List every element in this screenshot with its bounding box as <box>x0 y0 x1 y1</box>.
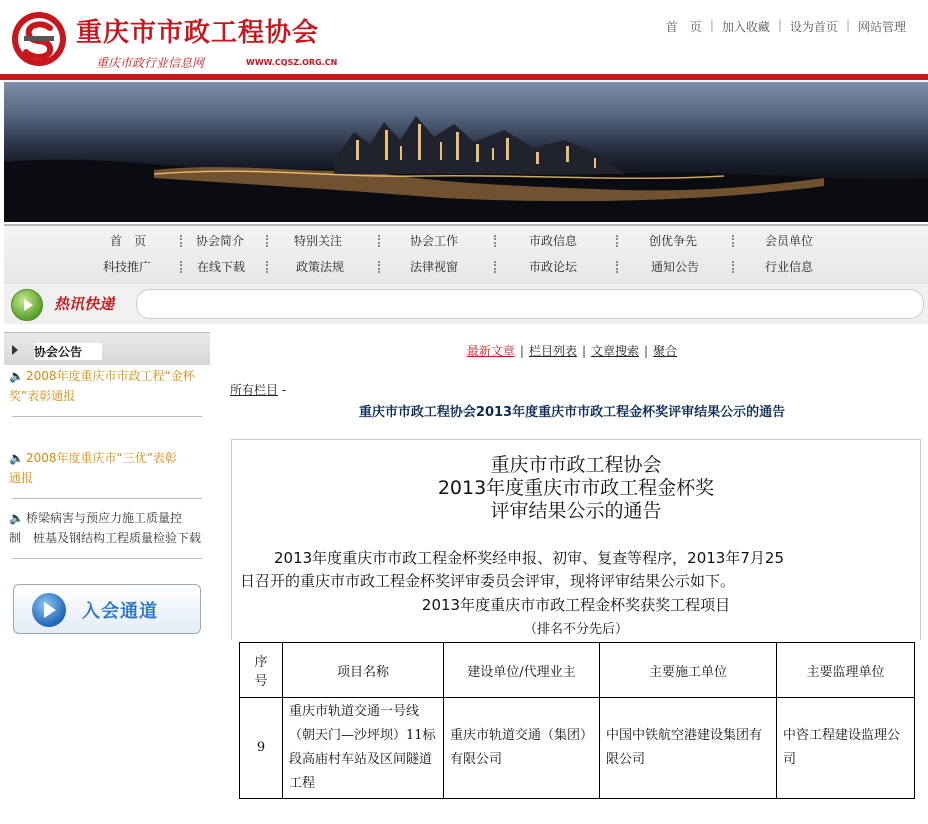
notice-line <box>9 508 205 528</box>
notice-text: 2008年度重庆市市政工程“金杯 <box>25 369 195 383</box>
nav-about[interactable]: 协会简介 <box>195 234 245 248</box>
city-night-banner <box>4 82 928 222</box>
nav-notices[interactable]: 通知公告 <box>650 260 700 274</box>
column-list-link[interactable]: 栏目列表 <box>528 344 577 358</box>
table-header-row <box>240 643 915 698</box>
divider <box>12 498 202 499</box>
article-search-link[interactable]: 文章搜索 <box>591 344 640 358</box>
doc-paragraph-line-1: 2013年度重庆市市政工程金杯奖经申报、初审、复查等程序，2013年7月25 <box>274 549 784 567</box>
notice-text: 奖”表彰通报 <box>9 389 76 403</box>
header-text: 号 <box>254 674 268 689</box>
aggregate-link[interactable]: 聚合 <box>653 344 678 358</box>
breadcrumb-separator: - <box>281 383 287 397</box>
sidebar-title: 协会公告 <box>34 343 102 360</box>
nav-row-1 <box>4 232 928 258</box>
sidebar <box>4 332 210 638</box>
doc-table-note: （排名不分先后） <box>523 622 628 637</box>
site-subtitle: 重庆市政行业信息网 <box>96 56 205 70</box>
breadcrumb-all-columns[interactable]: 所有栏目 <box>230 383 279 397</box>
hot-news-bar <box>4 284 928 324</box>
link-separator: | <box>581 344 587 358</box>
nav-industry-info[interactable]: 行业信息 <box>764 260 814 274</box>
nav-legal[interactable]: 法律视窗 <box>409 260 459 274</box>
nav-municipal-info[interactable]: 市政信息 <box>528 234 578 248</box>
award-table-grid <box>239 642 915 799</box>
nav-separator <box>180 235 184 247</box>
set-homepage-link[interactable]: 设为首页 <box>789 20 838 34</box>
doc-table-title: 2013年度重庆市市政工程金杯奖获奖工程项目 <box>421 596 731 614</box>
header-text: 序 <box>254 655 268 670</box>
nav-separator <box>616 235 620 247</box>
nav-members[interactable]: 会员单位 <box>764 234 814 248</box>
notice-line <box>9 448 205 468</box>
nav-tech-promotion[interactable]: 科技推广 <box>102 260 152 274</box>
main-navigation <box>4 224 928 285</box>
link-separator: | <box>709 18 714 32</box>
association-logo[interactable] <box>10 10 68 68</box>
nav-separator <box>266 261 270 273</box>
header-divider <box>0 74 928 80</box>
doc-heading-line-3: 评审结果公示的通告 <box>490 500 662 522</box>
join-button-label: 入会通道 <box>82 601 158 622</box>
sidebar-notice-1[interactable] <box>9 366 205 406</box>
bookmark-link[interactable]: 加入收藏 <box>721 20 770 34</box>
award-table <box>239 642 915 799</box>
speaker-icon: 🔈 <box>9 511 24 525</box>
article-body <box>231 439 921 640</box>
article-title: 重庆市市政工程协会2013年度重庆市市政工程金杯奖评审结果公示的通告 <box>358 405 786 420</box>
cell-supervisor: 中咨工程建设监理公司 <box>777 698 915 799</box>
notice-text: 制 桩基及钢结构工程质量检验下载 <box>9 531 202 545</box>
table-row <box>240 698 915 799</box>
sidebar-notice-3[interactable] <box>9 508 205 548</box>
divider <box>12 416 202 417</box>
nav-home[interactable]: 首 页 <box>109 234 147 248</box>
cell-builder: 重庆市轨道交通（集团）有限公司 <box>444 698 600 799</box>
nav-separator <box>494 235 498 247</box>
col-builder-header: 建设单位/代理业主 <box>444 643 600 698</box>
nav-excellence[interactable]: 创优争先 <box>648 234 698 248</box>
divider <box>12 558 202 559</box>
cell-contractor: 中国中铁航空港建设集团有限公司 <box>600 698 777 799</box>
top-links <box>658 18 914 35</box>
arrow-right-circle-icon <box>32 593 66 627</box>
site-header <box>0 0 928 80</box>
site-title: 重庆市市政工程协会 <box>76 18 320 48</box>
col-supervisor-header: 主要监理单位 <box>777 643 915 698</box>
sidebar-notice-2[interactable] <box>9 448 205 488</box>
cell-project-name: 重庆市轨道交通一号线（朝天门—沙坪坝）11标段高庙村车站及区间隧道工程 <box>283 698 444 799</box>
sidebar-header <box>4 332 210 365</box>
site-url: WWW.CQSZ.ORG.CN <box>246 58 338 67</box>
link-separator: | <box>519 344 524 358</box>
latest-articles-link[interactable]: 最新文章 <box>466 344 515 358</box>
notice-text: 桥梁病害与预应力施工质量控 <box>25 511 182 525</box>
nav-special-focus[interactable]: 特别关注 <box>293 234 343 248</box>
site-admin-link[interactable]: 网站管理 <box>857 20 906 34</box>
banner-image <box>4 82 928 222</box>
nav-separator <box>732 235 736 247</box>
doc-heading-line-2: 2013年度重庆市市政工程金杯奖 <box>437 477 715 499</box>
doc-heading-line-1: 重庆市市政工程协会 <box>490 454 662 476</box>
nav-separator <box>266 235 270 247</box>
speaker-icon: 🔈 <box>9 369 24 383</box>
nav-separator <box>378 261 382 273</box>
nav-policies[interactable]: 政策法规 <box>295 260 345 274</box>
nav-separator <box>616 261 620 273</box>
cell-seq: 9 <box>240 698 283 799</box>
article-tools <box>216 342 928 359</box>
news-ticker[interactable] <box>136 289 924 319</box>
nav-separator <box>378 235 382 247</box>
notice-line <box>9 366 205 386</box>
link-separator: | <box>777 18 782 32</box>
hot-news-label: 热讯快递 <box>54 295 115 313</box>
chevron-right-icon <box>12 345 18 355</box>
play-circle-icon <box>11 289 43 321</box>
nav-separator <box>180 261 184 273</box>
nav-forum[interactable]: 市政论坛 <box>528 260 578 274</box>
notice-text: 通报 <box>9 471 34 485</box>
link-separator: | <box>644 344 649 358</box>
notice-text: 2008年度重庆市“三优”表彰 <box>25 451 177 465</box>
speaker-icon: 🔈 <box>9 451 24 465</box>
join-association-button[interactable] <box>13 584 201 634</box>
home-link[interactable]: 首 页 <box>665 20 702 34</box>
nav-separator <box>494 261 498 273</box>
doc-paragraph-line-2: 日召开的重庆市市政工程金杯奖评审委员会评审，现将评审结果公示如下。 <box>240 572 736 590</box>
col-contractor-header: 主要施工单位 <box>600 643 777 698</box>
col-name-header: 项目名称 <box>283 643 444 698</box>
nav-row-2 <box>4 258 928 284</box>
nav-separator <box>732 261 736 273</box>
col-seq-header <box>240 643 283 698</box>
nav-downloads[interactable]: 在线下载 <box>196 260 246 274</box>
breadcrumb <box>230 381 286 398</box>
nav-association-work[interactable]: 协会工作 <box>409 234 459 248</box>
link-separator: | <box>845 18 850 32</box>
